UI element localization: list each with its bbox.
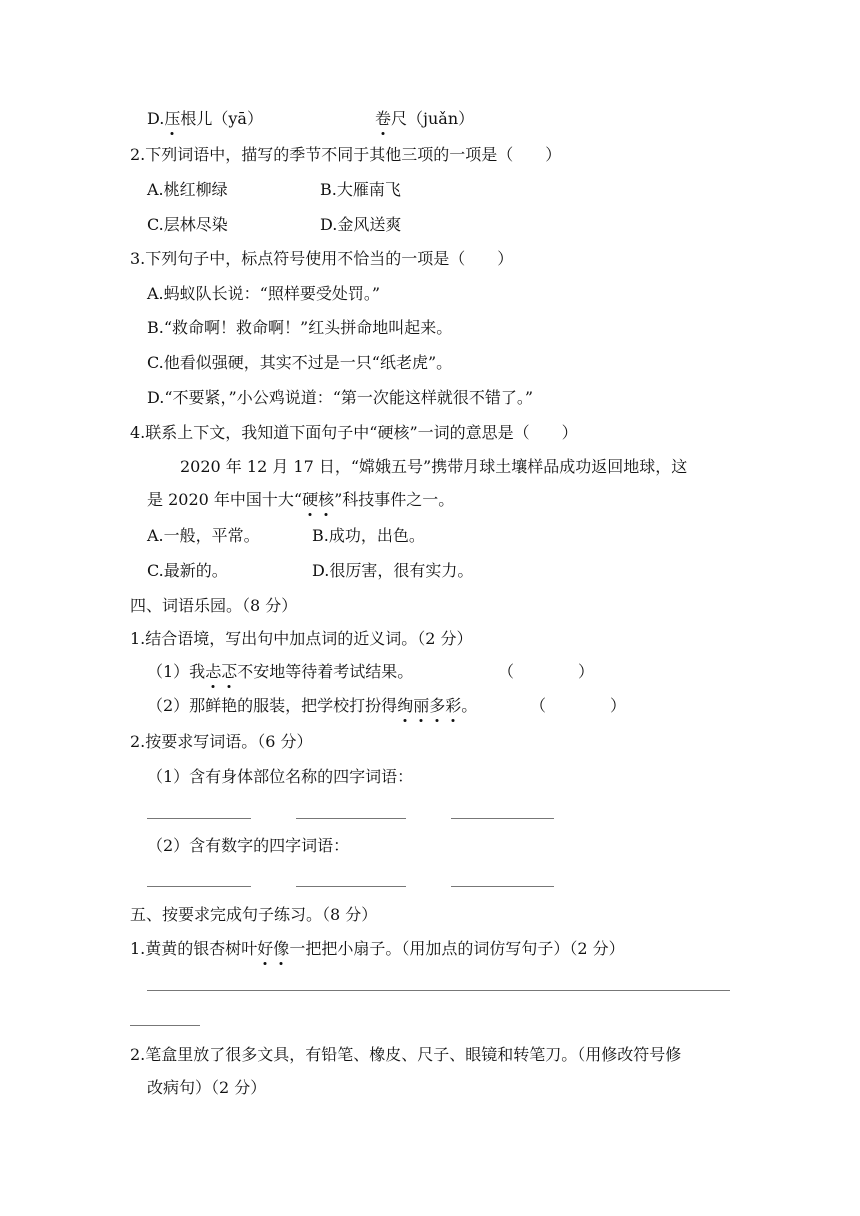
q4-dotted-char-2: 核 [318,490,335,509]
section4-q1-2-answer-blank[interactable]: （ ） [530,696,627,715]
q3-option-c: C.他看似强硬，其实不过是一只“纸老虎”。 [147,353,453,372]
section4-q1-1-answer-blank[interactable]: （ ） [498,662,595,681]
q1-option-d-dotted-char: 压 [164,109,181,128]
section4-q1-1-dotted-2: 忑 [221,662,238,681]
q2-option-a: A.桃红柳绿 [147,180,228,199]
q1-option-d-word2-rest: 尺（juǎn） [391,109,475,128]
q4-option-b: B.成功，出色。 [312,526,425,545]
section4-q2-stem: 2.按要求写词语。（6 分） [130,732,313,751]
section5-q1-start: 1.黄黄的银杏树叶 [130,939,258,958]
section4-q1-2 [147,696,477,716]
section4-q1-1-end: 不安地等待着考试结果。 [237,662,414,681]
section4-q1-2-end: 。 [461,696,478,715]
q1-option-d-prefix: D. [147,109,165,128]
q2-stem: 2.下列词语中，描写的季节不同于其他三项的一项是（ ） [130,145,562,164]
section4-q2-2: （2）含有数字的四字词语： [147,836,350,855]
answer-line[interactable] [296,818,406,819]
q1-option-d-word2-dotted-char: 卷 [375,109,392,128]
section4-title: 四、词语乐园。（8 分） [130,596,298,615]
section4-q1-1-dotted-1: 忐 [205,662,222,681]
q2-option-b: B.大雁南飞 [320,180,401,199]
section4-q1-2-dotted-4: 彩 [445,696,462,715]
answer-line[interactable] [296,886,406,887]
q4-stem: 4.联系上下文，我知道下面句子中“硬核”一词的意思是（ ） [130,423,578,442]
answer-line[interactable] [451,818,554,819]
q4-option-a: A.一般，平常。 [147,526,260,545]
q4-passage-line2-end: ”科技事件之一。 [334,490,455,509]
section4-q1-1 [147,662,413,682]
section5-title: 五、按要求完成句子练习。（8 分） [130,905,378,924]
q4-option-d: D.很厉害，很有实力。 [312,561,474,580]
section4-q1-2-dotted-3: 多 [429,696,446,715]
section4-q1-2-dotted-2: 丽 [413,696,430,715]
section4-q1-1-start: （1）我 [147,662,206,681]
q4-option-c: C.最新的。 [147,561,228,580]
section4-q1-stem: 1.结合语境，写出句中加点词的近义词。（2 分） [130,629,473,648]
q4-passage-line2-start: 是 2020 年中国十大“ [147,490,303,509]
section5-q2-line1: 2.笔盒里放了很多文具，有铅笔、橡皮、尺子、眼镜和转笔刀。（用修改符号修 [130,1045,682,1064]
answer-line[interactable] [451,886,554,887]
section5-q1-end: 一把把小扇子。（用加点的词仿写句子）（2 分） [289,939,625,958]
section5-q1-dotted-1: 好 [257,939,274,958]
answer-line[interactable] [147,886,251,887]
answer-line[interactable] [147,818,251,819]
section5-q1-dotted-2: 像 [273,939,290,958]
q3-stem: 3.下列句子中，标点符号使用不恰当的一项是（ ） [130,249,514,268]
section4-q1-2-start: （2）那鲜艳的服装，把学校打扮得 [147,696,398,715]
q4-passage-line2 [147,490,454,510]
q2-option-d: D.金风送爽 [320,215,402,234]
section4-q1-2-dotted-1: 绚 [397,696,414,715]
section5-q2-line2: 改病句）（2 分） [147,1078,267,1097]
q1-option-d-word2 [375,109,474,129]
q3-option-d: D.“不要紧，”小公鸡说道：“第一次能这样就很不错了。” [147,388,534,407]
q2-option-c: C.层林尽染 [147,215,228,234]
answer-line[interactable] [147,990,730,991]
q1-option-d [147,109,263,129]
q1-option-d-rest: 根儿（yā） [180,109,263,128]
q3-option-a: A.蚂蚁队长说：“照样要受处罚。” [147,284,381,303]
section5-q1 [130,939,625,959]
q4-passage-line1: 2020 年 12 月 17 日，“嫦娥五号”携带月球土壤样品成功返回地球，这 [180,457,688,476]
q3-option-b: B.“救命啊！救命啊！”红头拼命地叫起来。 [147,318,453,337]
q4-dotted-char-1: 硬 [302,490,319,509]
answer-line[interactable] [130,1025,200,1026]
section4-q2-1: （1）含有身体部位名称的四字词语： [147,767,414,786]
